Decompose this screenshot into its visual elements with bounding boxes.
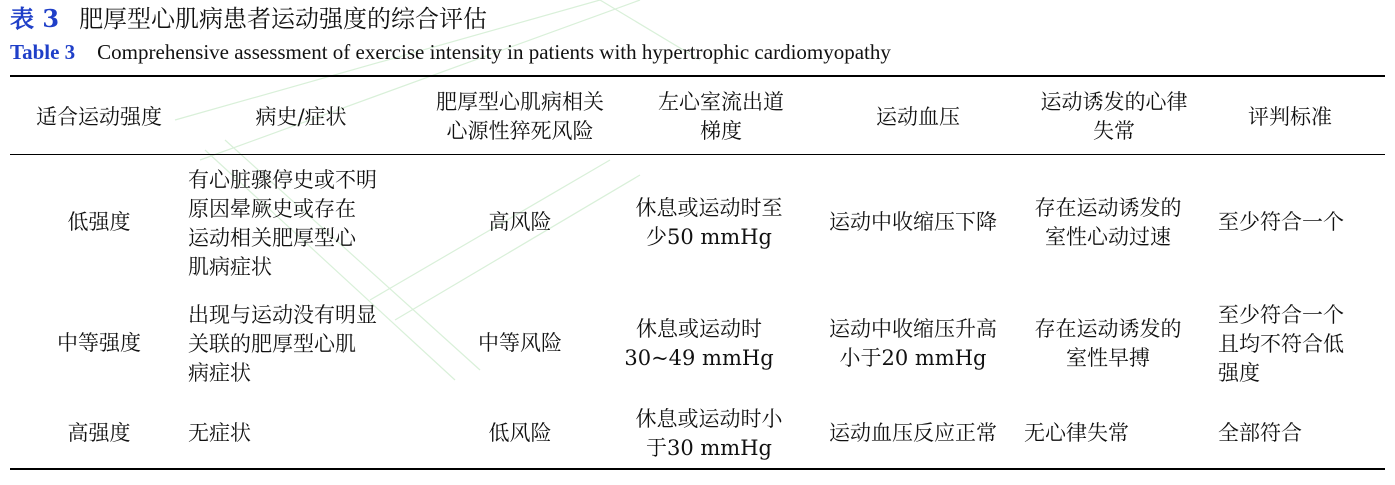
row3-gradient: 休息或运动时小 于30 mmHg: [635, 407, 783, 460]
row1-criteria: 至少符合一个: [1218, 210, 1344, 234]
table-caption-english: [10, 37, 891, 67]
row1-history: 有心脏骤停史或不明 原因晕厥史或存在 运动相关肥厚型心 肌病症状: [188, 168, 377, 279]
table-label-chinese: 表 3: [10, 4, 60, 33]
row3-intensity: 高强度: [67, 421, 131, 445]
header-exercise-bp: 运动血压: [876, 105, 960, 129]
table-title-english: Comprehensive assessment of exercise intensity in patients with hypertrophic cardiomyopathy: [97, 40, 891, 64]
header-scd-risk: 肥厚型心肌病相关 心源性猝死风险: [436, 90, 604, 143]
row1-intensity: 低强度: [67, 210, 131, 234]
row2-gradient: 休息或运动时 30~49 mmHg: [624, 317, 774, 370]
table-bottom-rule: [10, 468, 1385, 470]
table-label-english: Table 3: [10, 40, 76, 64]
row2-intensity: 中等强度: [57, 331, 141, 355]
row2-criteria: 至少符合一个 且均不符合低 强度: [1218, 303, 1344, 385]
header-criteria: 评判标准: [1248, 105, 1332, 129]
header-intensity: 适合运动强度: [36, 105, 162, 129]
row2-arrhythmia: 存在运动诱发的 室性早搏: [1034, 317, 1182, 370]
row1-gradient: 休息或运动时至 少50 mmHg: [635, 196, 783, 249]
table-top-rule: [10, 75, 1385, 77]
row2-risk: 中等风险: [478, 331, 562, 355]
row1-bp: 运动中收缩压下降: [829, 210, 997, 234]
table-title-chinese: 肥厚型心肌病患者运动强度的综合评估: [79, 5, 488, 33]
table-caption-chinese: [10, 2, 487, 36]
header-history: 病史/症状: [255, 105, 347, 129]
row2-bp: 运动中收缩压升高 小于20 mmHg: [829, 317, 997, 370]
table-header-rule: [10, 154, 1385, 155]
row3-bp: 运动血压反应正常: [829, 421, 997, 445]
row3-criteria: 全部符合: [1218, 421, 1302, 445]
row2-history: 出现与运动没有明显 关联的肥厚型心肌 病症状: [188, 303, 377, 385]
header-arrhythmia: 运动诱发的心律 失常: [1040, 90, 1188, 143]
row3-arrhythmia: 无心律失常: [1024, 421, 1129, 445]
header-lvot-gradient: 左心室流出道 梯度: [658, 90, 784, 143]
row1-risk: 高风险: [488, 210, 552, 234]
row3-risk: 低风险: [488, 421, 552, 445]
row1-arrhythmia: 存在运动诱发的 室性心动过速: [1034, 196, 1182, 249]
row3-history: 无症状: [188, 421, 251, 445]
